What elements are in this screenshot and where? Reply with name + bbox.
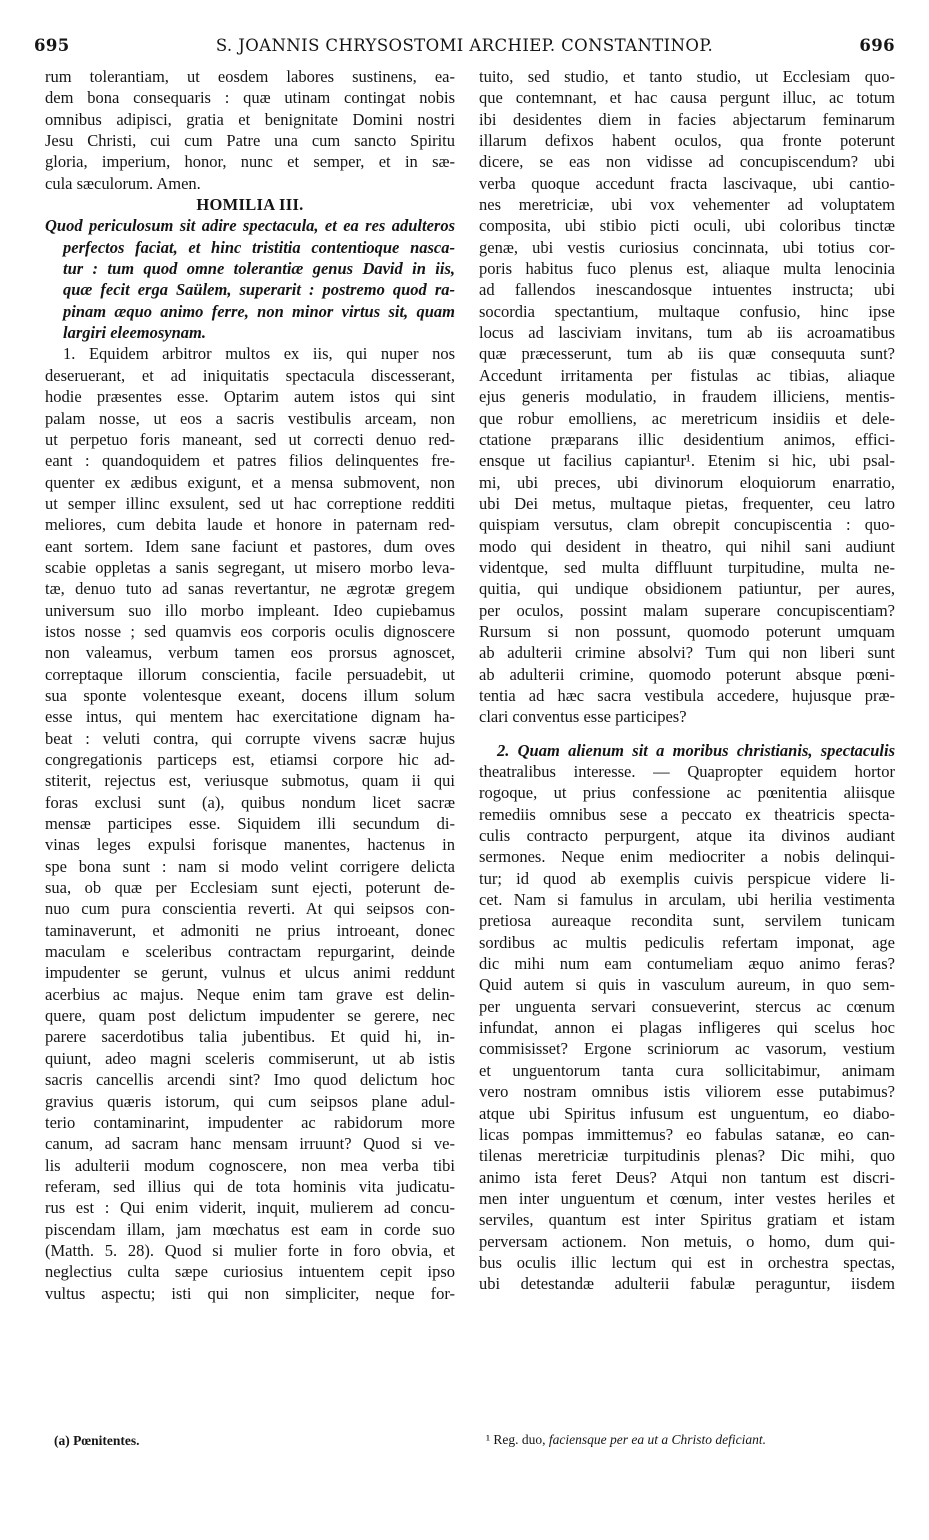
text-line: bus oculis illic lectum qui est in orchestra spectas, (479, 1252, 895, 1272)
text-line: illarum defixos habent oculos, qua fronte poterunt (479, 131, 895, 151)
text-line: ctatione præparans illic desidentium animos, effici- (479, 429, 895, 449)
text-line: nuo cum pura conscientia reverti. At qui seipsos con- (45, 899, 455, 919)
footnote-right (486, 1432, 766, 1448)
text-line: correptaque illorum conscientia, facile persuadebit, ut (45, 664, 455, 684)
text-line: scabie oppletas a sanis segregant, ut misero morbo leva- (45, 557, 455, 577)
text-line: ibi desidentes diem in facies abjectarum feminarum (479, 109, 895, 129)
text-line: modo qui desident in theatro, qui nihil sani audiunt (479, 536, 895, 556)
text-line: foras exclusi sunt (a), quibus nondum licet sacræ (45, 792, 455, 812)
running-header (34, 36, 895, 66)
text-line: meliores, cum debita laude et honore in paternam red- (45, 515, 455, 535)
text-line: vultus aspectu; isti qui non simpliciter, neque for- (45, 1283, 455, 1303)
text-line: sua, ob quæ per Ecclesiam sunt ejecti, poterunt de- (45, 878, 455, 898)
right-column (479, 66, 895, 1295)
text-line: Rursum si non possunt, quomodo poterunt umquam (479, 621, 895, 641)
text-line: referam, sed illius qui de tota hominis vita judicatu- (45, 1176, 455, 1196)
text-line: culis contracto perpurgent, atque ita divinos audiant (479, 826, 895, 846)
text-line: composita, ubi stibio picti oculi, ubi coloribus tinctæ (479, 216, 895, 236)
text-line: que contemnant, et hac causa pergunt illuc, ac totum (479, 88, 895, 108)
text-line: universum suo illo morbo impleant. Ideo cupiebamus (45, 600, 455, 620)
text-line: ut semper illinc exsulent, sed ut hac correptione redditi (45, 493, 455, 513)
homily-heading: HOMILIA III. (196, 195, 304, 215)
text-line: sordibus ac multis pediculis refertam imponat, age (479, 932, 895, 952)
text-line: licas pompas immittemus? eo fabulas satanæ, eo can- (479, 1124, 895, 1144)
text-line: Accedunt irritamenta per fistulas ac tibias, aliaque (479, 365, 895, 385)
text-line: vinas leges expulsi forisque manentes, hactenus in (45, 835, 455, 855)
text-line: deseruerant, et ad iniquitatis spectacula discesserant, (45, 365, 455, 385)
text-line: ubi detestandæ adulterii fabulæ peraguntur, iisdem (479, 1274, 895, 1294)
text-line: spe bona sunt : nam si modo velint corrigere delicta (45, 856, 455, 876)
text-line: beat : veluti contra, qui corrupte vivens sacræ hujus (45, 728, 455, 748)
text-line: videntque, sed multa diffluunt turpitudine, multa ne- (479, 557, 895, 577)
text-line: cet. Nam si famulus in arculam, ubi herilia vestimenta (479, 890, 895, 910)
text-line: mensæ participes esse. Siquidem illi secundum di- (45, 814, 455, 834)
text-line: quæ præcesserunt, tum ab iis quæ consequuta sunt? (479, 344, 895, 364)
text-line: sermones. Neque enim mediocriter a nobis delinqui- (479, 847, 895, 867)
text-line: sua sponte volentesque exeant, docens illum solum (45, 685, 455, 705)
text-line: locus ad lasciviam invitans, tum ab iis acroamatibus (479, 323, 895, 343)
text-line: commisisset? Ergone scriniorum ac vasorum, vestium (479, 1039, 895, 1059)
text-line: ubi Dei metus, multaque pietas, frequenter, ceu latro (479, 493, 895, 513)
section-gap (479, 728, 895, 740)
text-line: quispiam versutus, clam obrepit concupiscentia : quo- (479, 515, 895, 535)
text-line: per oculos, possint malam superare concupiscentiam? (479, 600, 895, 620)
text-line: dicere, se eas non vidisse ad concupiscendum? ubi (479, 152, 895, 172)
text-line: hodie præsentes esse. Optarim autem istos qui sint (45, 387, 455, 407)
text-line: quiunt, adeo magni sceleris commiserunt, ut ab istis (45, 1048, 455, 1068)
text-line: ab adulterii crimine, quomodo poterunt absque pœni- (479, 664, 895, 684)
text-line: congregationis particeps est, etiamsi corpore hic ad- (45, 750, 455, 769)
text-line: quitia, qui undique obsidionem patiuntur, per aures, (479, 579, 895, 599)
text-line: (Matth. 5. 28). Quod si mulier forte in foro obvia, et (45, 1240, 455, 1260)
text-line: piscendam illam, jam mœchatus est eam in corde suo (45, 1219, 455, 1239)
summary-line: perfectos faciat, et hinc tristitia contentioque nasca- (63, 237, 455, 257)
text-line: atque ubi Spiritus infusum est unguentum, eo diabo- (479, 1103, 895, 1123)
text-line: sacris cancellis arcendi sint? Imo quod delictum hoc (45, 1070, 455, 1090)
text-line: eant sortem. Idem sane faciunt et pastores, dum oves (45, 536, 455, 556)
text-line: remediis omnibus sese a peccato ex theatricis specta- (479, 804, 895, 824)
text-line: canum, ad sacram hanc mensam irruunt? Quod si ve- (45, 1134, 455, 1154)
text-line: perversam actionem. Non metuis, o homo, dum qui- (479, 1231, 895, 1251)
text-line: Quid autem si quis in vasculum aureum, in quo sem- (479, 975, 895, 995)
footnote-right-ref: ¹ Reg. duo, (486, 1432, 549, 1447)
left-column (45, 66, 455, 1304)
text-line: quere, quam post delictum impudenter se gerere, nec (45, 1006, 455, 1026)
text-line: nes meretriciæ, ubi vox vehementer ad voluptatem (479, 195, 895, 215)
text-line: tentia ad hæc sacra vestibula accedere, hujusque præ- (479, 685, 895, 705)
page-number-right: 696 (859, 36, 895, 55)
text-line: quenter ex ædibus exigunt, et a mensa submovent, non (45, 472, 455, 492)
text-line: gravius quæris istorum, qui cum seipsos plane adul- (45, 1091, 455, 1111)
text-line: istos nosse ; sed quamvis eos corporis oculis dignoscere (45, 621, 455, 641)
text-line: tuito, sed studio, et tanto studio, ut Ecclesiam quo- (479, 67, 895, 86)
text-line: impudenter se gerunt, vulnus et ulcus animi reddunt (45, 963, 455, 983)
text-line: rus est : Qui enim viderit, inquit, mulierem ad concu- (45, 1198, 455, 1218)
text-line: vero nostram omnibus istis viliorem esse putabimus? (479, 1082, 895, 1102)
text-line: rum tolerantiam, ut eosdem labores sustinens, ea- (45, 67, 455, 86)
text-line: parere sacerdotibus talia jubentibus. Et quid hi, in- (45, 1027, 455, 1047)
text-line: poris habitus fuco plenus est, aliaque multa lenocinia (479, 259, 895, 279)
footnote-left: (a) Pœnitentes. (54, 1433, 140, 1448)
text-line: non valeamus, verbum tamen eos prorsus agnoscet, (45, 643, 455, 663)
text-line: stiterit, rejectus est, veriusque submotus, quam ii qui (45, 771, 455, 791)
text-line: cula sæculorum. Amen. (45, 173, 201, 193)
text-line: socordia spectantium, multaque confusio, hinc ipse (479, 301, 895, 321)
text-line: tur; id quod ab exemplis cuivis perspicue videre li- (479, 868, 895, 888)
text-line: theatralibus interesse. — Quapropter equidem hortor (479, 762, 895, 781)
text-line: palam nosse, ut eos a sacris vestibulis arceam, non (45, 408, 455, 428)
text-line: ejus generis modulatio, in fraudem illiciens, mentis- (479, 387, 895, 407)
summary-line: tur : tum quod omne tolerantiæ genus David in iis, (63, 259, 455, 279)
text-line: genæ, ubi vestis curiosius concinnata, ubi totius cor- (479, 237, 895, 257)
text-line: ab adulterii crimine absolvi? Tum qui non liberi sunt (479, 643, 895, 663)
section-heading: 2. Quam alienum sit a moribus christianis, spectaculis (497, 740, 895, 760)
text-line: dic mihi num eam contumeliam æquo animo feras? (479, 954, 895, 974)
summary-line: quæ fecit erga Saülem, superarit : postremo quod ra- (63, 280, 455, 300)
text-line: serviles, quantum est inter Spiritus gratiam et istam (479, 1210, 895, 1230)
summary-line: pinam æquo animo ferre, non minor virtus sit, quam (63, 301, 455, 321)
text-line: Jesu Christi, cui cum Patre una cum sancto Spiritu (45, 131, 455, 151)
page-number-left: 695 (34, 36, 70, 55)
text-line: taminaverunt, et admoniti ne prius introeant, donec (45, 920, 455, 940)
running-title: S. JOANNIS CHRYSOSTOMI ARCHIEP. CONSTANTINOP. (215, 36, 714, 55)
summary-line: Quod periculosum sit adire spectacula, et ea res adulteros (45, 216, 455, 236)
text-line: tæ, denuo tuto ad sanas revertantur, ne ægrotæ gregem (45, 579, 455, 599)
text-line: omnibus adipisci, gratia et benignitate Domini nostri (45, 109, 455, 129)
text-line: ad fallendos inescandosque intuentes instructa; ubi (479, 280, 895, 300)
text-line: dem bona consequaris : quæ utinam contingat nobis (45, 88, 455, 108)
summary-line: largiri eleemosynam. (63, 323, 206, 343)
footnote-right-text: faciensque per ea ut a Christo deficiant. (548, 1432, 767, 1447)
text-line: mi, ubi preces, ubi divinorum eloquiorum enarratio, (479, 472, 895, 492)
text-line: infundat, annon ei plagas infligeres qui scelus hoc (479, 1018, 895, 1038)
text-line: maculam e sceleribus contractam repurgarint, deinde (45, 942, 455, 962)
text-line: et unguentorum tanta cura sollicitabimur, animam (479, 1060, 895, 1080)
text-line: clari conventus esse participes? (479, 707, 687, 727)
text-line: per unguenta servari consueverint, stercus ac cœnum (479, 996, 895, 1016)
text-line: que robur emolliens, ac meretricum insidiis et dele- (479, 408, 895, 428)
text-line: ut perpetuo foris maneant, sed ut correcti denuo red- (45, 429, 455, 449)
text-line: tilenas meretriciæ turpitudinis plenas? Dic mihi, quo (479, 1146, 895, 1166)
text-line: terio contaminarint, impudenter ac rabidorum more (45, 1112, 455, 1132)
text-line: verba quoque accedunt fracta lascivaque, ubi cantio- (479, 173, 895, 193)
text-line: gloria, imperium, honor, nunc et semper, et in sæ- (45, 152, 455, 172)
text-line: rogoque, ut prius confessione ac pœnitentia aliisque (479, 783, 895, 803)
text-line: men inter unguentum et cœnum, inter vestes heriles et (479, 1188, 895, 1208)
paragraph-start: 1. Equidem arbitror multos ex iis, qui nuper nos (63, 344, 455, 364)
text-line: ensque ut facilius capiantur¹. Etenim si hic, ubi psal- (479, 451, 895, 471)
text-line: acerbius ac majus. Neque enim tam grave est delin- (45, 984, 455, 1004)
text-line: neglectius culta sæpe curiosius intuentem cepit ipso (45, 1262, 455, 1282)
text-line: pretiosa aureaque recondita sunt, servilem tunicam (479, 911, 895, 931)
text-line: lis adulterii modum cognoscere, non mea verba tibi (45, 1155, 455, 1175)
text-line: esse intus, qui mentem hac exercitatione dignam ha- (45, 707, 455, 727)
text-line: animo ista feret Deus? Atqui non tantum est discri- (479, 1167, 895, 1187)
text-line: eant : quandoquidem et patres filios delinquentes fre- (45, 451, 455, 471)
